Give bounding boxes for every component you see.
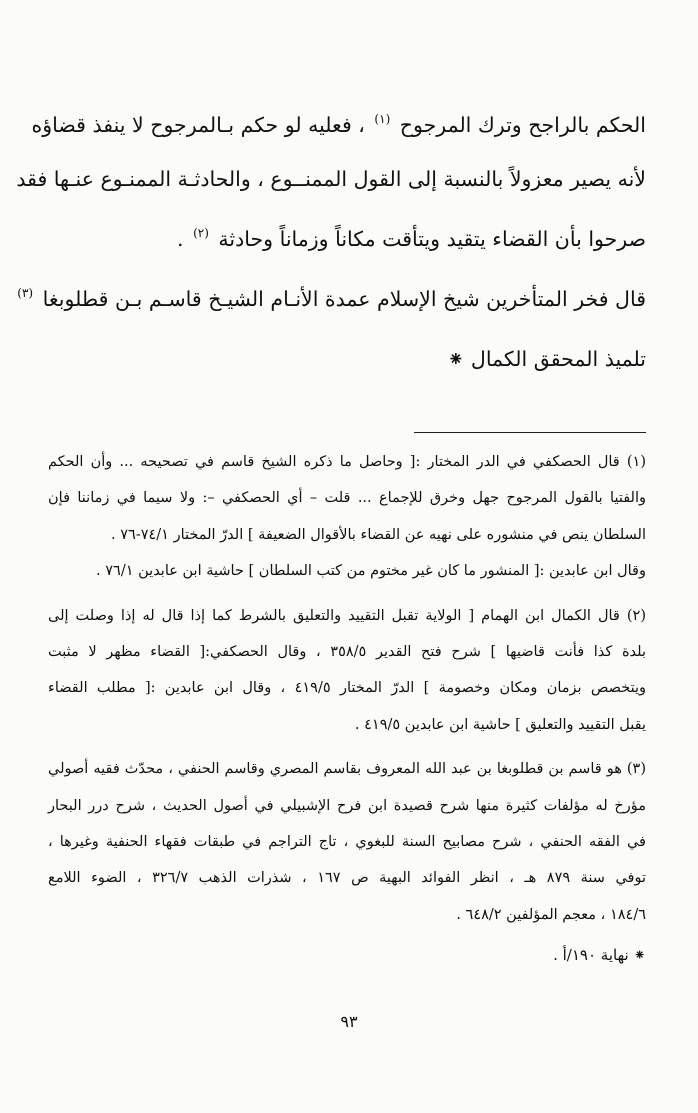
main-line-text: . <box>177 227 184 251</box>
footnote-line: يقبل التقييد والتعليق ] حاشية ابن عابدين ٤١٩/٥ . <box>354 716 646 733</box>
footnote-line: ويتخصص بزمان ومكان وخصومة ] الدرّ المختار ٤١٩/٥ ، وقال ابن عابدين :[ مطلب القضاء <box>48 680 646 697</box>
footnote-ref-3: (٣) <box>17 286 34 300</box>
end-note: ⁕ نهاية ١٩٠/أ . <box>553 946 646 964</box>
footnote-ref-1: (١) <box>374 112 391 126</box>
main-line-text: الحكم بالراجح وترك المرجوح <box>399 113 646 137</box>
footnote-line: السلطان ينص في منشوره على نهيه عن القضاء بالأقوال الضعيفة ] الدرّ المختار ٧٤/١-٧٦ . <box>111 526 646 543</box>
footnote-line: (١) قال الحصكفي في الدر المختار :[ وحاصل ما ذكره الشيخ قاسم في تصحيحه ... وأن الحكم <box>48 454 646 470</box>
footnote-line: في الفقه الحنفي ، شرح مصابيح السنة للبغوي ، تاج التراجم في طبقات فقهاء الحنفية وغيرها ، <box>48 834 646 851</box>
footnote-line: والفتيا بالقول المرجوح جهل وخرق للإجماع ... قلت – أي الحصكفي –: ولا سيما في زماننا فإن <box>48 490 646 507</box>
footnote-line: وقال ابن عابدين :[ المنشور ما كان غير مختوم من كتب السلطان ] حاشية ابن عابدين ٧٦/١ . <box>96 563 646 580</box>
main-line-3 <box>48 206 646 266</box>
main-line-text: قال فخر المتأخرين شيخ الإسلام عمدة الأنـام الشيـخ قاسـم بـن قطلوبغا <box>42 287 646 311</box>
footnotes <box>48 444 646 933</box>
footnote-line: توفي سنة ٨٧٩ هـ ، انظر الفوائد البهية ص ١٦٧ ، شذرات الذهب ٣٢٦/٧ ، الضوء اللامع <box>48 870 646 887</box>
footnote-line: بلدة كذا فأنت قاضيها ] شرح فتح القدير ٣٥٨/٥ ، وقال الحصكفي:[ القضاء مظهر لا مثبت <box>48 644 646 661</box>
main-line-text: صرحوا بأن القضاء يتقيد ويتأقت مكاناً وزماناً وحادثة <box>218 227 646 251</box>
footnote-line: (٣) هو قاسم بن قطلوبغا بن عبد الله المعروف بقاسم المصري وقاسم الحنفي ، محدّث فقيه أصولي <box>48 761 646 778</box>
footnote-ref-2: (٢) <box>193 226 209 240</box>
main-line-4 <box>17 266 646 326</box>
footnote-line: (٢) قال الكمال ابن الهمام [ الولاية تقبل التقييد والتعليق بالشرط كما إذا قال له إذا وصلت إلى <box>48 607 646 624</box>
main-line-5: تلميذ المحقق الكمال ⁕ <box>447 347 646 371</box>
main-line-text: ، فعليه لو حكم بـالمرجوح لا ينفذ قضاؤه <box>31 113 365 137</box>
main-line-2: لأنه يصير معزولاً بالنسبة إلى القول الممنــوع ، والحادثـة الممنـوع عنـها فقد <box>16 167 646 191</box>
main-text <box>16 92 646 392</box>
footnote-line: مؤرخ له مؤلفات كثيرة منها شرح قصيدة ابن فرح الإشبيلي في أصول الحديث ، شرح درر البحار <box>48 797 646 814</box>
page-number: ٩٣ <box>340 1012 358 1031</box>
main-line-1 <box>31 92 646 152</box>
footnote-line: ١٨٤/٦ ، معجم المؤلفين ٦٤٨/٢ . <box>456 906 646 923</box>
footnote-separator <box>414 432 646 433</box>
